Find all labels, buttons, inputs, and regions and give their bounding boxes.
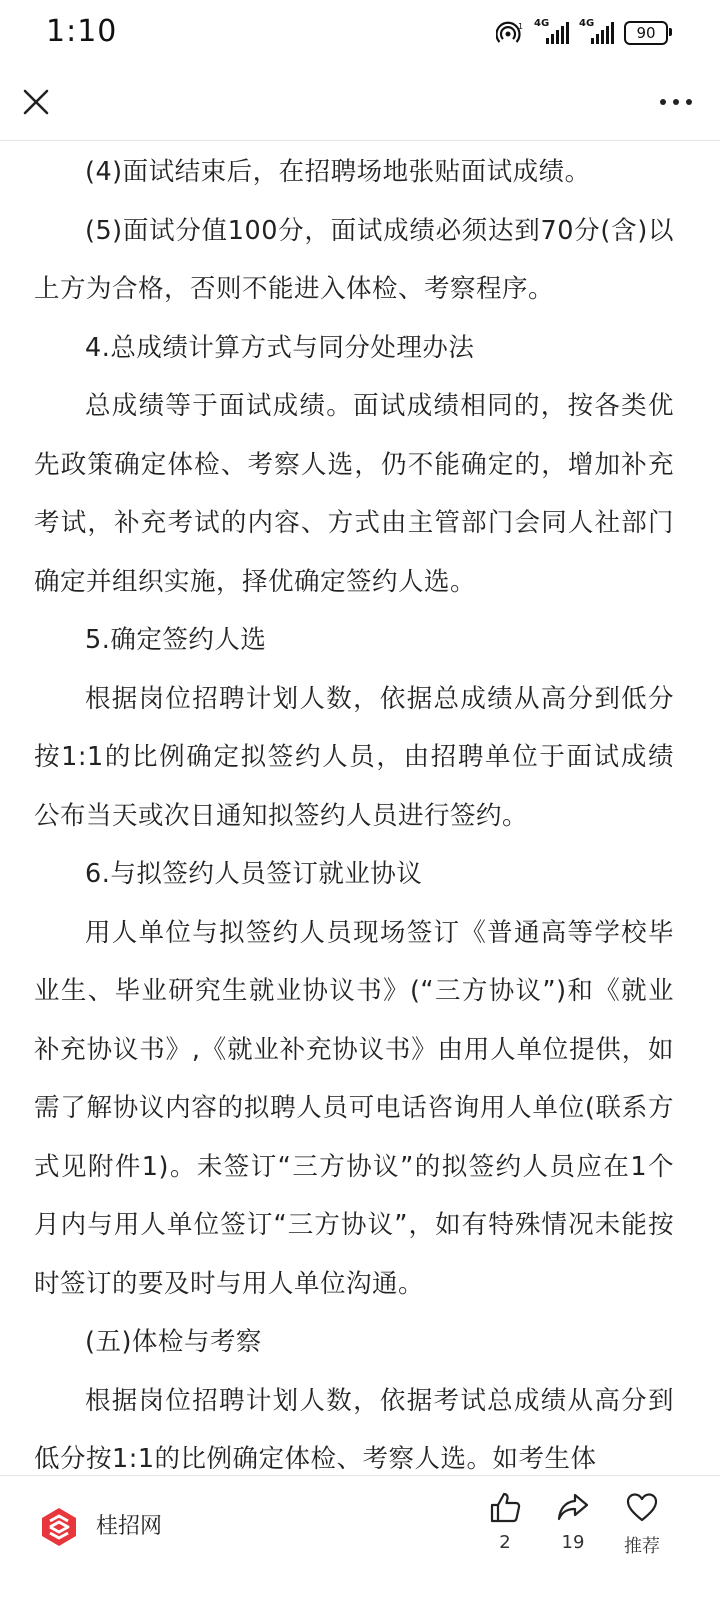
article-content	[34, 143, 674, 1475]
status-time: 1:10	[46, 14, 118, 49]
article-section-heading: (五)体检与考察	[85, 1327, 262, 1357]
close-icon	[14, 80, 58, 124]
hotspot-icon	[496, 21, 524, 45]
brand-logo-icon[interactable]	[40, 1506, 78, 1548]
more-dot-icon	[673, 99, 679, 105]
battery-icon	[624, 21, 668, 45]
network-type-label-2: 4G	[579, 18, 595, 29]
share-icon	[556, 1490, 590, 1524]
share-count: 19	[561, 1532, 585, 1553]
article-paragraph: (5)面试分值100分，面试成绩必须达到70分(含)以上方为合格，否则不能进入体检、考察程序。	[34, 215, 674, 304]
like-button[interactable]	[475, 1490, 535, 1553]
recommend-button[interactable]	[612, 1490, 672, 1558]
article-section-heading: 5.确定签约人选	[85, 625, 267, 655]
article-paragraph: 用人单位与拟签约人员现场签订《普通高等学校毕业生、毕业研究生就业协议书》(“三方协议”)和《就业补充协议书》,《就业补充协议书》由用人单位提供，如需了解协议内容的拟聘人员可电话咨询用人单位(联系方式见附件1)。未签订“三方协议”的拟签约人员应在1个月内与用人单位签订“三方协议”，如有特殊情况未能按时签订的要及时与用人单位沟通。	[34, 917, 674, 1299]
brand-name[interactable]: 桂招网	[96, 1514, 163, 1539]
heart-icon	[625, 1490, 659, 1524]
network-type-label: 4G	[534, 18, 550, 29]
top-nav-bar	[0, 66, 720, 141]
article-section-heading: 4.总成绩计算方式与同分处理办法	[85, 332, 475, 363]
more-dot-icon	[660, 99, 666, 105]
svg-text:1: 1	[518, 22, 524, 31]
status-icons	[496, 18, 668, 48]
article-paragraph: 总成绩等于面试成绩。面试成绩相同的，按各类优先政策确定体检、考察人选，仍不能确定的，增加补充考试，补充考试的内容、方式由主管部门会同人社部门确定并组织实施，择优确定签约人选。	[34, 391, 674, 597]
more-dot-icon	[686, 99, 692, 105]
thumbs-up-icon	[488, 1490, 522, 1524]
share-button[interactable]	[543, 1490, 603, 1553]
article-section-heading: 6.与拟签约人员签订就业协议	[85, 859, 423, 889]
cellular-signal-icon	[534, 18, 569, 44]
like-count: 2	[499, 1532, 511, 1553]
article-paragraph: 根据岗位招聘计划人数，依据总成绩从高分到低分按1:1的比例确定拟签约人员，由招聘单位于面试成绩公布当天或次日通知拟签约人员进行签约。	[34, 683, 674, 831]
cellular-signal-icon-2	[579, 18, 614, 44]
close-button[interactable]	[14, 80, 58, 124]
article-paragraph: 根据岗位招聘计划人数，依据考试总成绩从高分到低分按1:1的比例确定体检、考察人选。如考生体	[34, 1385, 674, 1474]
article-paragraph: (4)面试结束后，在招聘场地张贴面试成绩。	[85, 157, 591, 187]
more-options-button[interactable]	[650, 80, 702, 124]
status-bar	[0, 0, 720, 66]
recommend-label: 推荐	[624, 1536, 660, 1557]
bottom-action-bar	[0, 1475, 720, 1601]
battery-level: 90	[636, 24, 656, 42]
